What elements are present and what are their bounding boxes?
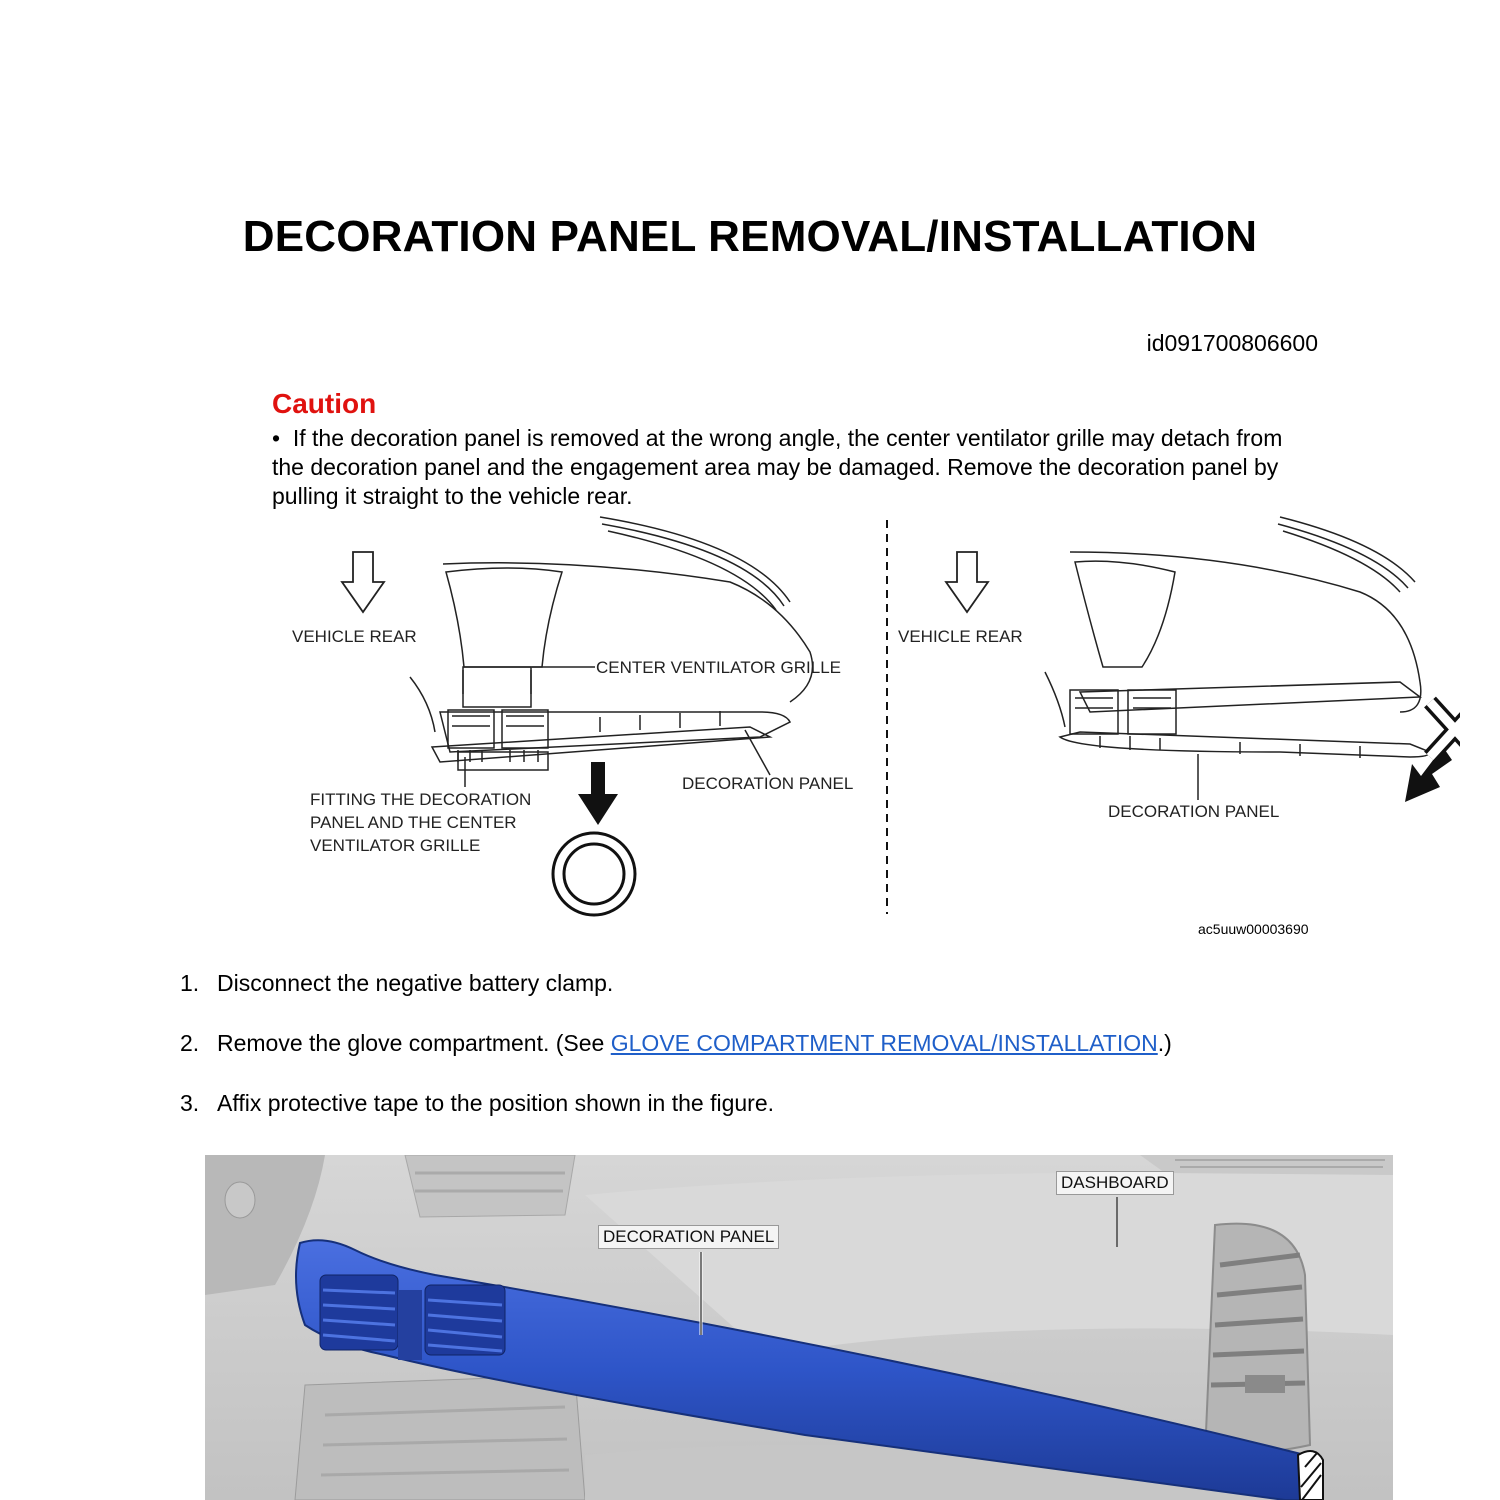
center-grille-label: CENTER VENTILATOR GRILLE	[596, 658, 841, 677]
step-number: 3.	[180, 1090, 200, 1116]
dashboard-figure	[205, 1155, 1393, 1500]
pull-direction-arrow-icon	[578, 762, 618, 825]
step-text-after: .)	[1157, 1030, 1172, 1056]
protective-tape-area	[1298, 1451, 1323, 1500]
step-text: Affix protective tape to the position shown in the figure.	[217, 1090, 775, 1116]
figure-code: ac5uuw00003690	[1198, 921, 1309, 937]
fitting-label-line-1: FITTING THE DECORATION	[310, 790, 532, 809]
caution-bullet: •	[272, 425, 281, 451]
step-number: 2.	[180, 1030, 200, 1056]
decoration-panel-label: DECORATION PANEL	[598, 1225, 779, 1249]
right-diagram	[1045, 517, 1430, 800]
caution-body: If the decoration panel is removed at the wrong angle, the center ventilator grille may detach from the decoration panel and the engagement area may be damaged. Remove the decoration panel by pulling it straight to the vehicle rear.	[272, 425, 1283, 509]
step-number: 1.	[180, 970, 200, 996]
arrow-down-icon	[946, 552, 988, 612]
fitting-label-line-3: VENTILATOR GRILLE	[310, 836, 481, 855]
glove-compartment-link[interactable]: GLOVE COMPARTMENT REMOVAL/INSTALLATION	[610, 1030, 1158, 1056]
step-3	[180, 1090, 774, 1117]
dashboard-label: DASHBOARD	[1056, 1171, 1174, 1195]
document-id: id091700806600	[1146, 330, 1318, 356]
right-vehicle-rear-label: VEHICLE REAR	[898, 627, 1023, 646]
left-decoration-panel-label: DECORATION PANEL	[682, 774, 854, 793]
fitting-label-line-2: PANEL AND THE CENTER	[310, 813, 517, 832]
left-vehicle-rear-label: VEHICLE REAR	[292, 627, 417, 646]
caution-figure	[280, 512, 1460, 917]
caution-text	[272, 424, 1312, 511]
left-diagram	[410, 517, 813, 787]
step-text: Disconnect the negative battery clamp.	[217, 970, 614, 996]
wrong-mark-icon	[1430, 702, 1460, 757]
caution-heading: Caution	[272, 388, 377, 419]
step-text: Remove the glove compartment. (See	[217, 1030, 611, 1056]
arrow-down-icon	[342, 552, 384, 612]
right-decoration-panel-label: DECORATION PANEL	[1108, 802, 1280, 821]
page-title: DECORATION PANEL REMOVAL/INSTALLATION	[242, 212, 1258, 261]
step-1	[180, 970, 613, 997]
dashboard-illustration	[205, 1155, 1393, 1500]
step-2	[180, 1030, 1172, 1057]
